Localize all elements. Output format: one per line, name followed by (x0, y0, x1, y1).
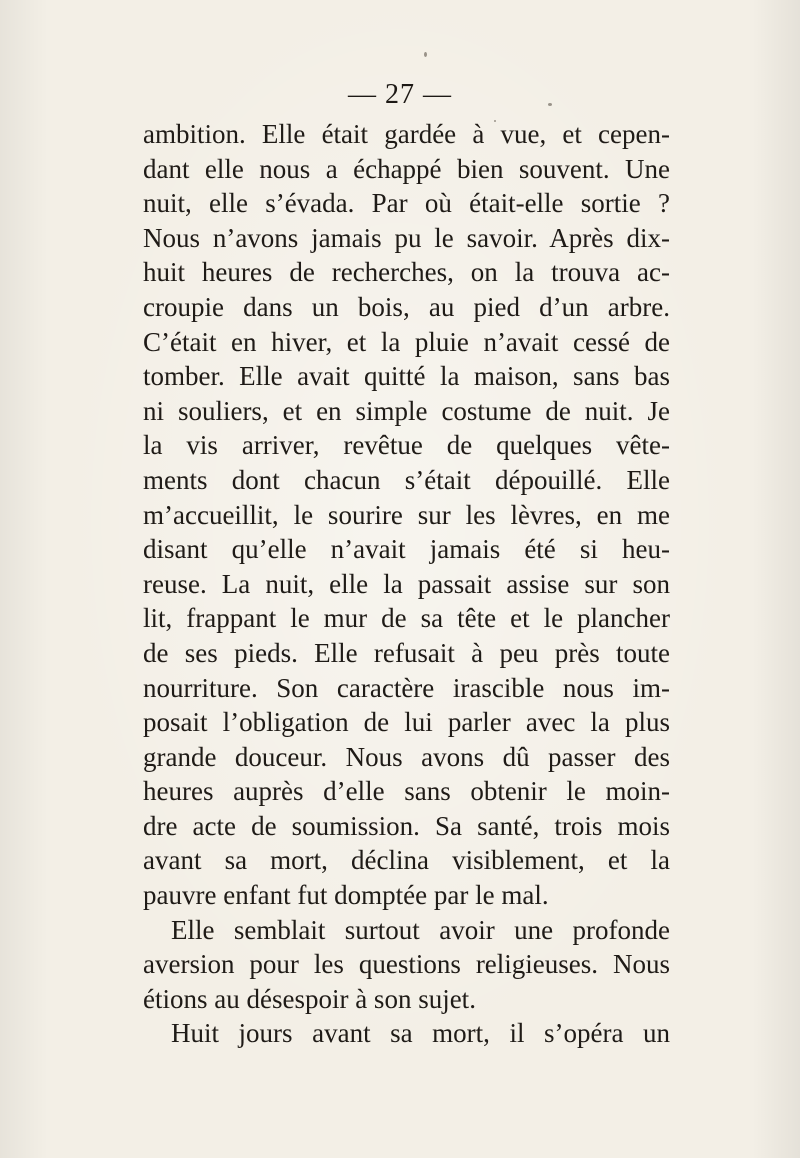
text-line: disant qu’elle n’avait jamais été si heu- (143, 534, 670, 565)
text-line: dre acte de soumission. Sa santé, trois mois (143, 810, 670, 841)
text-line: la vis arriver, revêtue de quelques vête- (143, 430, 670, 461)
text-line: nourriture. Son caractère irascible nous im- (143, 672, 670, 703)
page-number: — 27 — (348, 79, 452, 110)
text-line: lit, frappant le mur de sa tête et le plancher (143, 603, 670, 634)
text-line: Nous n’avons jamais pu le savoir. Après dix- (143, 222, 670, 253)
ink-speck (424, 52, 427, 57)
text-line: huit heures de recherches, on la trouva ac- (143, 257, 670, 288)
text-line: nuit, elle s’évada. Par où était-elle sortie ? (143, 188, 670, 219)
text-line: m’accueillit, le sourire sur les lèvres, en me (143, 499, 670, 530)
text-line: dant elle nous a échappé bien souvent. Une (143, 153, 670, 184)
text-line: étions au désespoir à son sujet. (143, 983, 476, 1014)
text-line: ments dont chacun s’était dépouillé. Elle (143, 464, 670, 495)
text-line: posait l’obligation de lui parler avec la plus (143, 707, 670, 738)
text-line: aversion pour les questions religieuses. Nous (143, 949, 670, 980)
text-line: ambition. Elle était gardée à vue, et cepen- (143, 119, 670, 149)
text-line: croupie dans un bois, au pied d’un arbre. (143, 291, 670, 322)
text-line: C’était en hiver, et la pluie n’avait cessé de (143, 326, 670, 357)
text-line: reuse. La nuit, elle la passait assise sur son (143, 568, 670, 599)
text-line: Huit jours avant sa mort, il s’opéra un (171, 1018, 670, 1049)
text-line: grande douceur. Nous avons dû passer des (143, 741, 670, 772)
body-text (143, 117, 670, 1051)
text-line: tomber. Elle avait quitté la maison, sans bas (143, 361, 670, 392)
text-line: heures auprès d’elle sans obtenir le moin- (143, 776, 670, 807)
text-line: avant sa mort, déclina visiblement, et la (143, 845, 670, 876)
text-line: ni souliers, et en simple costume de nuit. Je (143, 395, 670, 426)
text-line: pauvre enfant fut domptée par le mal. (143, 880, 549, 911)
text-line: Elle semblait surtout avoir une profonde (171, 914, 670, 945)
text-line: de ses pieds. Elle refusait à peu près toute (143, 637, 670, 668)
